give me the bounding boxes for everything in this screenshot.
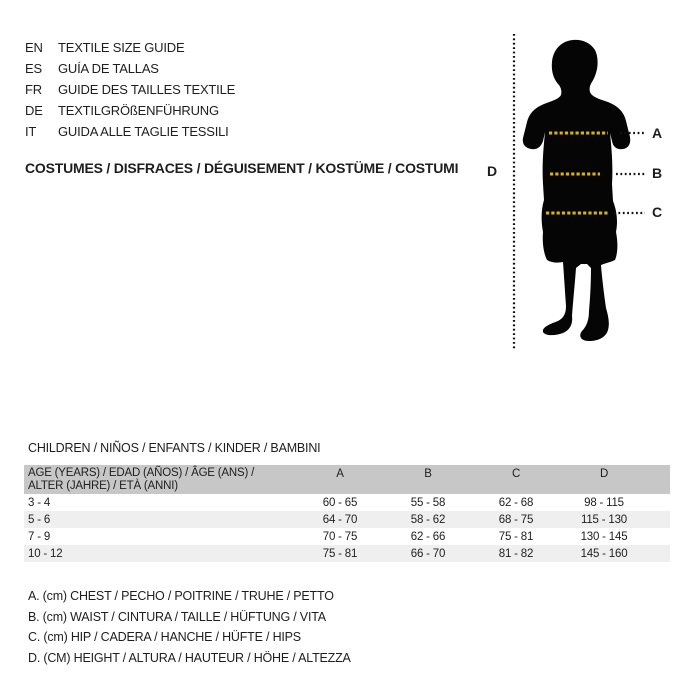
height-cell: 115 - 130 <box>581 513 627 526</box>
age-cell: 7 - 9 <box>28 530 51 543</box>
section-title-children: CHILDREN / NIÑOS / ENFANTS / KINDER / BAMBINI <box>28 441 321 455</box>
column-header-a: A <box>336 468 344 480</box>
language-code: ES <box>25 61 42 76</box>
table-row <box>24 511 670 528</box>
age-column-header <box>24 467 296 493</box>
chest-cell: 70 - 75 <box>322 530 358 543</box>
legend-height: D. (CM) HEIGHT / ALTURA / HAUTEUR / HÖHE / ALTEZZA <box>28 650 351 665</box>
chest-cell: 60 - 65 <box>322 496 358 509</box>
waist-cell: 55 - 58 <box>410 496 446 509</box>
column-header-d: D <box>599 468 609 480</box>
language-label: GUIDA ALLE TAGLIE TESSILI <box>58 124 229 139</box>
size-table <box>24 465 670 562</box>
waist-label: B <box>652 165 662 181</box>
language-row <box>25 58 235 79</box>
language-code: FR <box>25 82 42 97</box>
table-row <box>24 545 670 562</box>
height-cell: 98 - 115 <box>584 496 624 509</box>
language-code: EN <box>25 40 43 55</box>
language-row <box>25 37 235 58</box>
chest-cell: 64 - 70 <box>322 513 358 526</box>
age-cell: 3 - 4 <box>28 496 51 509</box>
height-cell: 145 - 160 <box>580 547 628 560</box>
chest-label: A <box>652 125 662 141</box>
language-list <box>25 37 235 142</box>
language-code: IT <box>25 124 37 139</box>
child-silhouette <box>523 40 630 341</box>
height-label: D <box>487 163 497 179</box>
legend-waist: B. (cm) WAIST / CINTURA / TAILLE / HÜFTUNG / VITA <box>28 609 326 624</box>
age-header-line1: AGE (YEARS) / EDAD (AÑOS) / ÂGE (ANS) / <box>28 466 255 479</box>
legend-chest: A. (cm) CHEST / PECHO / POITRINE / TRUHE / PETTO <box>28 589 334 603</box>
legend-hip: C. (cm) HIP / CADERA / HANCHE / HÜFTE / HIPS <box>28 630 301 644</box>
size-diagram <box>480 20 700 360</box>
language-row <box>25 121 235 142</box>
hip-cell: 75 - 81 <box>498 530 534 543</box>
category-title: COSTUMES / DISFRACES / DÉGUISEMENT / KOSTÜME / COSTUMI <box>25 160 459 176</box>
age-cell: 10 - 12 <box>28 547 63 560</box>
table-row <box>24 528 670 545</box>
waist-cell: 62 - 66 <box>410 530 446 543</box>
waist-cell: 66 - 70 <box>410 547 446 560</box>
table-header-row <box>24 465 670 494</box>
age-header-line2: ALTER (JAHRE) / ETÀ (ANNI) <box>28 479 178 492</box>
hip-label: C <box>652 204 662 220</box>
column-header-c: C <box>511 468 521 480</box>
language-label: TEXTILE SIZE GUIDE <box>58 40 185 55</box>
hip-cell: 68 - 75 <box>498 513 534 526</box>
measurement-legend <box>28 586 351 668</box>
language-label: TEXTILGRÖßENFÜHRUNG <box>58 103 219 118</box>
height-cell: 130 - 145 <box>580 530 628 543</box>
language-row <box>25 79 235 100</box>
table-row <box>24 494 670 511</box>
child-silhouette-graphic <box>480 20 700 360</box>
language-label: GUIDE DES TAILLES TEXTILE <box>58 82 236 97</box>
hip-cell: 62 - 68 <box>498 496 534 509</box>
column-header-b: B <box>424 468 432 480</box>
waist-cell: 58 - 62 <box>410 513 446 526</box>
hip-cell: 81 - 82 <box>498 547 534 560</box>
language-label: GUÍA DE TALLAS <box>58 61 159 76</box>
language-code: DE <box>25 103 43 118</box>
chest-cell: 75 - 81 <box>322 547 358 560</box>
language-row <box>25 100 235 121</box>
age-cell: 5 - 6 <box>28 513 51 526</box>
